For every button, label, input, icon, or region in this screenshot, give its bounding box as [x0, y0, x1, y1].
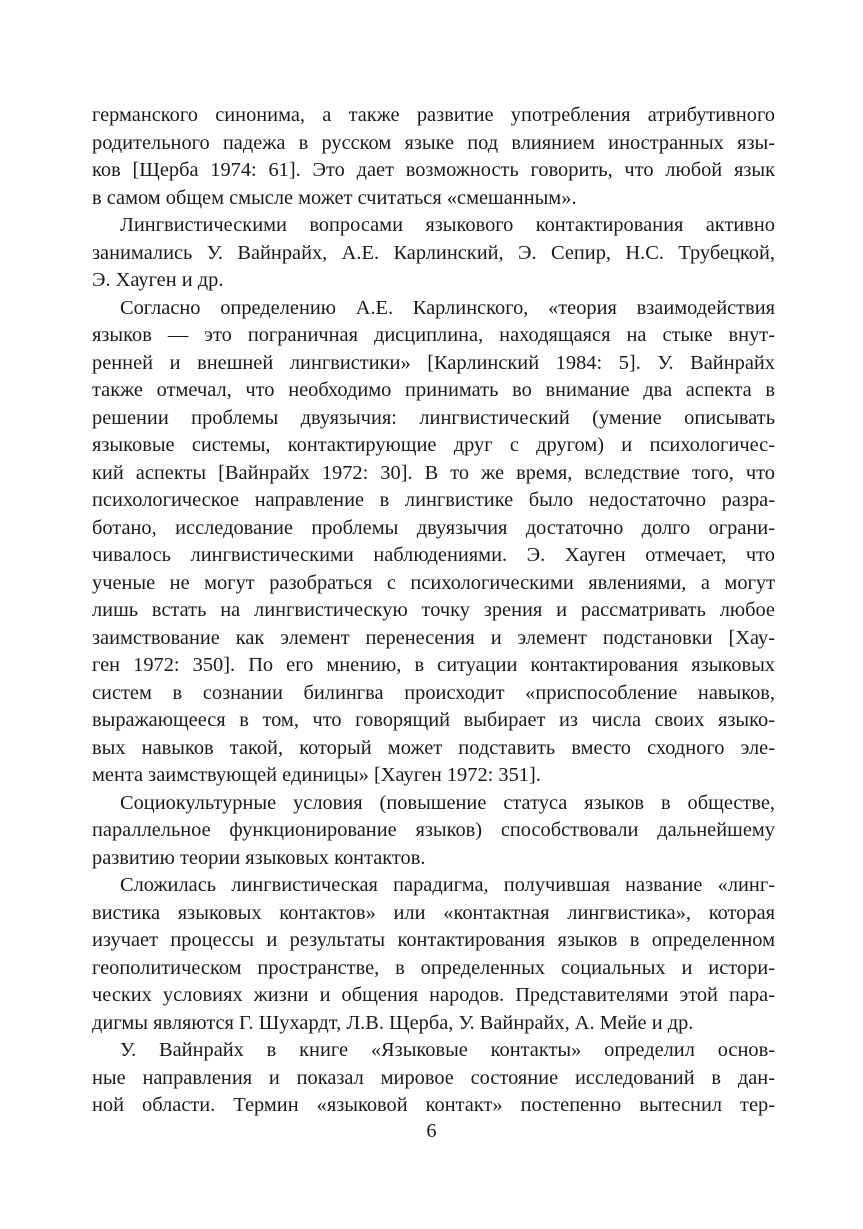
- text-line: заимствование как элемент перенесения и элемент подстановки [Хау-: [92, 626, 775, 649]
- text-line: Э. Хауген и др.: [92, 269, 224, 291]
- text-line: чивалось лингвистическими наблюдениями. Э. Хауген отмечает, что: [92, 544, 775, 566]
- text-line: выражающееся в том, что говорящий выбирает из числа своих языко-: [92, 709, 775, 731]
- text-line: развитию теории языковых контактов.: [92, 846, 426, 869]
- text-line: языковые системы, контактирующие друг с другом) и психологичес-: [92, 434, 775, 456]
- text-line: вистика языковых контактов» или «контактная лингвистика», которая: [92, 901, 775, 924]
- text-line: систем в сознании билингва происходит «приспособление навыков,: [92, 681, 775, 704]
- text-line: ренней и внешней лингвистики» [Карлинский 1984: 5]. У. Вайнрайх: [92, 351, 775, 374]
- text-line: психологическое направление в лингвистике было недостаточно разра-: [92, 489, 775, 511]
- text-line: ученые не могут разобраться с психологическими явлениями, а могут: [92, 571, 775, 594]
- text-line: ные направления и показал мировое состояние исследований в дан-: [92, 1066, 775, 1089]
- text-line: Социокультурные условия (повышение статуса языков в обществе,: [120, 791, 775, 814]
- text-line: вых навыков такой, который может подставить вместо сходного эле-: [92, 736, 775, 759]
- body-text: [92, 102, 775, 1120]
- text-line: изучает процессы и результаты контактирования языков в определенном: [92, 929, 775, 951]
- text-line: кий аспекты [Вайнрайх 1972: 30]. В то же время, вследствие того, что: [92, 461, 775, 484]
- text-line: геополитическом пространстве, в определенных социальных и истори-: [92, 956, 775, 979]
- text-line: лишь встать на лингвистическую точку зрения и рассматривать любое: [92, 599, 775, 621]
- text-line: Согласно определению А.Е. Карлинского, «теория взаимодействия: [120, 296, 775, 319]
- text-line: У. Вайнрайх в книге «Языковые контакты» определил основ-: [120, 1039, 775, 1061]
- text-line: ген 1972: 350]. По его мнению, в ситуации контактирования языковых: [92, 654, 775, 676]
- text-line: занимались У. Вайнрайх, А.Е. Карлинский, Э. Сепир, Н.С. Трубецкой,: [92, 241, 775, 264]
- text-line: параллельное функционирование языков) способствовали дальнейшему: [92, 819, 775, 841]
- text-line: родительного падежа в русском языке под влиянием иностранных язы-: [92, 131, 775, 154]
- text-line: в самом общем смысле может считаться «смешанным».: [92, 186, 577, 209]
- text-line: ческих условиях жизни и общения народов. Представителями этой пара-: [92, 984, 775, 1006]
- text-line: мента заимствующей единицы» [Хауген 1972: 351].: [92, 764, 541, 786]
- text-line: ботано, исследование проблемы двуязычия достаточно долго ограни-: [92, 516, 775, 539]
- text-line: германского синонима, а также развитие употребления атрибутивного: [92, 104, 775, 126]
- text-line: языков — это пограничная дисциплина, находящаяся на стыке внут-: [92, 324, 775, 346]
- text-line: решении проблемы двуязычия: лингвистический (умение описывать: [92, 406, 775, 429]
- text-line: ной области. Термин «языковой контакт» постепенно вытеснил тер-: [92, 1094, 775, 1116]
- text-line: ков [Щерба 1974: 61]. Это дает возможность говорить, что любой язык: [92, 159, 775, 181]
- text-line: также отмечал, что необходимо принимать во внимание два аспекта в: [92, 379, 775, 401]
- text-line: дигмы являются Г. Шухардт, Л.В. Щерба, У. Вайнрайх, А. Мейе и др.: [92, 1011, 694, 1034]
- page-number: 6: [426, 1120, 437, 1142]
- text-line: Лингвистическими вопросами языкового контактирования активно: [120, 214, 775, 236]
- text-line: Сложилась лингвистическая парадигма, получившая название «линг-: [120, 874, 775, 896]
